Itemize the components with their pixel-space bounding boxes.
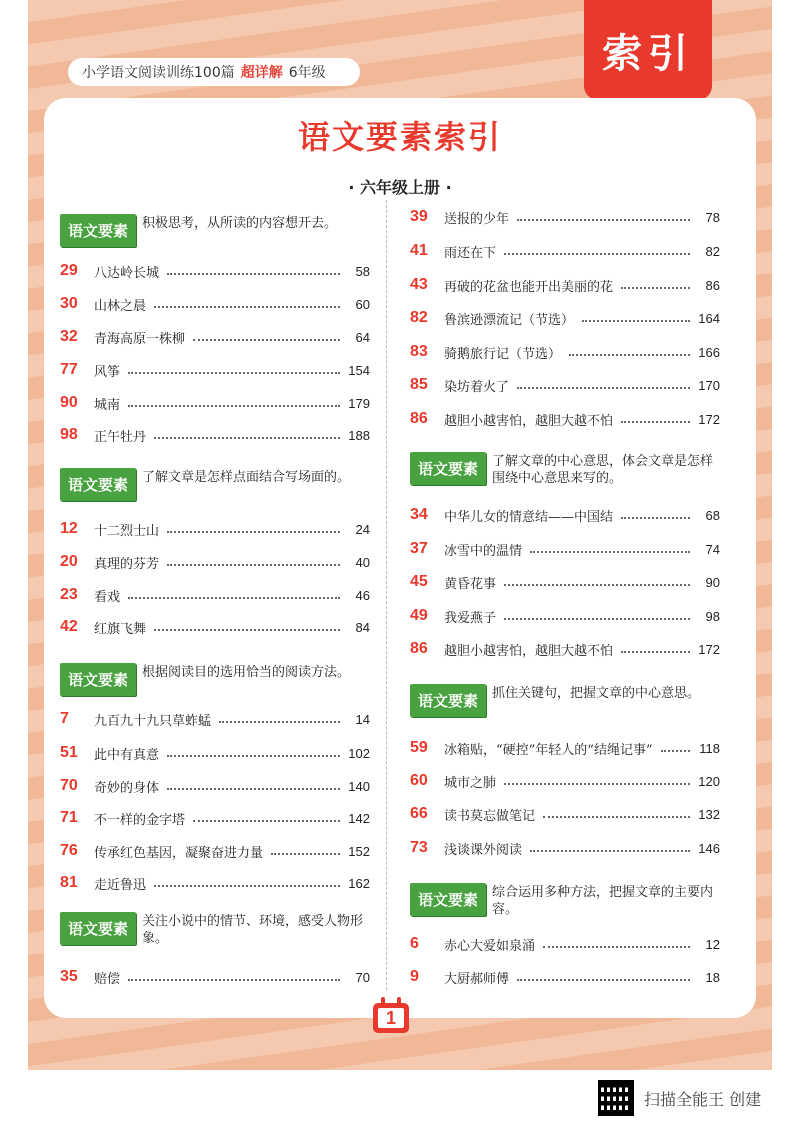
entry-title: 八达岭长城 [94,265,160,281]
dot-leader [128,597,340,599]
index-entry[interactable] [410,637,720,661]
entry-number: 86 [410,640,428,657]
dot-leader [219,721,340,723]
entry-title: 奇妙的身体 [94,780,160,796]
entry-title: 传承红色基因，凝聚奋进力量 [94,845,264,861]
index-entry[interactable] [410,239,720,263]
entry-title: 我爱燕子 [444,610,497,626]
entry-number: 34 [410,506,428,523]
index-entry[interactable] [60,391,370,415]
page-number-badge [373,1003,409,1033]
entry-page: 154 [348,362,370,378]
entry-page: 132 [698,806,720,822]
entry-page: 12 [705,936,720,952]
dot-leader [543,946,690,948]
dot-leader [154,629,340,631]
entry-title: 赔偿 [94,971,121,987]
entry-page: 18 [705,969,720,985]
entry-title: 走近鲁迅 [94,877,147,893]
entry-page: 82 [705,243,720,259]
element-badge: 语文要素 [60,214,136,247]
dot-leader [621,517,690,519]
dot-leader [193,820,340,822]
entry-page: 120 [698,773,720,789]
entry-page: 84 [355,619,370,635]
entry-title: 正午牡丹 [94,429,147,445]
entry-title: 染坊着火了 [444,379,510,395]
index-entry[interactable] [60,806,370,830]
index-entry[interactable] [60,774,370,798]
entry-number: 6 [410,935,419,952]
dot-leader [128,405,340,407]
entry-number: 66 [410,805,428,822]
entry-page: 172 [698,641,720,657]
dot-leader [167,788,340,790]
entry-number: 7 [60,710,69,727]
index-entry[interactable] [410,965,720,989]
series-highlight: 超详解 [240,65,283,81]
entry-page: 90 [705,574,720,590]
entry-number: 12 [60,520,78,537]
entry-number: 59 [410,739,428,756]
dot-leader [582,320,690,322]
entry-page: 86 [705,277,720,293]
index-entry[interactable] [60,325,370,349]
entry-title: 鲁滨逊漂流记（节选） [444,312,575,328]
dot-leader [154,437,340,439]
entry-title: 中华儿女的情意结——中国结 [444,509,614,525]
entry-page: 98 [705,608,720,624]
section-description: 抓住关键句，把握文章的中心意思。 [492,686,701,701]
entry-title: 风筝 [94,364,121,380]
dot-leader [517,387,690,389]
dot-leader [504,618,690,620]
entry-number: 45 [410,573,428,590]
dot-leader [167,273,340,275]
dot-leader [530,850,690,852]
index-entry[interactable] [410,836,720,860]
entry-number: 42 [60,618,78,635]
element-badge: 语文要素 [60,912,136,945]
dot-leader [167,564,340,566]
entry-title: 越胆小越害怕，越胆大越不怕 [444,413,614,429]
dot-leader [154,306,340,308]
index-entry[interactable] [410,407,720,431]
entry-title: 此中有真意 [94,747,160,763]
entry-number: 73 [410,839,428,856]
index-entry[interactable] [60,839,370,863]
dot-leader [621,421,690,423]
entry-title: 九百九十九只草蚱蜢 [94,713,212,729]
dot-leader [167,531,340,533]
entry-number: 51 [60,744,78,761]
index-entry[interactable] [410,373,720,397]
element-badge: 语文要素 [410,684,486,717]
entry-title: 黄昏花事 [444,576,497,592]
section-header [60,912,370,947]
grade-label: 6年级 [288,65,326,81]
entry-page: 152 [348,843,370,859]
entry-title: 青海高原一株柳 [94,331,186,347]
entry-number: 37 [410,540,428,557]
entry-number: 41 [410,242,428,259]
series-name: 小学语文阅读训练100篇 [82,65,235,81]
entry-number: 76 [60,842,78,859]
section-description: 综合运用多种方法，把握文章的主要内容。 [492,885,714,917]
dot-leader [504,584,690,586]
entry-title: 红旗飞舞 [94,621,147,637]
entry-title: 冰箱贴，“硬控”年轻人的“结绳记事” [444,742,653,758]
entry-page: 170 [698,377,720,393]
entry-title: 再破的花盆也能开出美丽的花 [444,279,614,295]
section-description: 关注小说中的情节、环境，感受人物形象。 [142,914,364,946]
dot-leader [504,253,690,255]
entry-title: 浅谈课外阅读 [444,842,523,858]
series-header [68,58,360,86]
index-entry[interactable] [60,517,370,541]
index-entry[interactable] [410,537,720,561]
entry-title: 十二烈士山 [94,523,160,539]
entry-title: 越胆小越害怕，越胆大越不怕 [444,643,614,659]
element-badge: 语文要素 [60,468,136,501]
element-badge: 语文要素 [410,883,486,916]
entry-title: 大厨郝师傅 [444,971,510,987]
dot-leader [271,853,340,855]
entry-title: 山林之晨 [94,298,147,314]
entry-title: 雨还在下 [444,245,497,261]
entry-page: 74 [705,541,720,557]
section-description: 了解文章的中心意思，体会文章是怎样围绕中心意思来写的。 [492,454,714,486]
entry-number: 30 [60,295,78,312]
entry-number: 32 [60,328,78,345]
dot-leader [128,372,340,374]
index-entry[interactable] [60,615,370,639]
entry-number: 23 [60,586,78,603]
entry-number: 39 [410,208,428,225]
index-entry[interactable] [410,340,720,364]
dot-leader [530,551,690,553]
index-entry[interactable] [60,583,370,607]
entry-title: 看戏 [94,589,121,605]
section-header [410,883,720,918]
index-tab: 索引 [584,0,712,100]
index-entry[interactable] [410,503,720,527]
index-entry[interactable] [410,273,720,297]
entry-page: 14 [355,711,370,727]
dot-leader [154,885,340,887]
index-entry[interactable] [410,604,720,628]
entry-page: 164 [698,310,720,326]
entry-page: 172 [698,411,720,427]
index-entry[interactable] [410,306,720,330]
index-entry[interactable] [60,550,370,574]
entry-number: 71 [60,809,78,826]
volume-subtitle: · 六年级上册 · [348,178,452,197]
entry-number: 49 [410,607,428,624]
entry-number: 77 [60,361,78,378]
index-entry[interactable] [410,769,720,793]
entry-title: 不一样的金字塔 [94,812,186,828]
entry-title: 读书莫忘做笔记 [444,808,536,824]
entry-title: 城市之肺 [444,775,497,791]
entry-page: 162 [348,875,370,891]
element-badge: 语文要素 [60,663,136,696]
dot-leader [569,354,690,356]
entry-number: 43 [410,276,428,293]
entry-page: 166 [698,344,720,360]
entry-title: 骑鹅旅行记（节选） [444,346,562,362]
entry-number: 98 [60,426,78,443]
index-entry[interactable] [60,358,370,382]
entry-page: 60 [355,296,370,312]
entry-title: 城南 [94,397,121,413]
section-header [410,452,720,487]
column-divider [386,200,387,990]
dot-leader [504,783,690,785]
entry-number: 20 [60,553,78,570]
entry-number: 70 [60,777,78,794]
index-entry[interactable] [60,965,370,989]
entry-number: 85 [410,376,428,393]
footer-text: 扫描全能王 创建 [644,1089,762,1109]
entry-page: 78 [705,209,720,225]
entry-page: 140 [348,778,370,794]
qr-code-icon [598,1080,634,1116]
entry-page: 58 [355,263,370,279]
index-entry[interactable] [410,736,720,760]
section-header [60,468,370,501]
entry-page: 24 [355,521,370,537]
dot-leader [621,287,690,289]
section-description: 了解文章是怎样点面结合写场面的。 [142,470,351,485]
index-entry[interactable] [410,570,720,594]
entry-page: 46 [355,587,370,603]
entry-number: 35 [60,968,78,985]
entry-page: 179 [348,395,370,411]
dot-leader [193,339,340,341]
entry-number: 9 [410,968,419,985]
entry-title: 真理的芬芳 [94,556,160,572]
entry-number: 90 [60,394,78,411]
entry-title: 送报的少年 [444,211,510,227]
dot-leader [543,816,690,818]
index-entry[interactable] [60,707,370,731]
index-entry[interactable] [60,292,370,316]
entry-page: 40 [355,554,370,570]
entry-number: 60 [410,772,428,789]
entry-page: 142 [348,810,370,826]
index-entry[interactable] [60,423,370,447]
entry-page: 102 [348,745,370,761]
index-entry[interactable] [60,871,370,895]
dot-leader [517,979,690,981]
section-header [60,663,370,696]
section-description: 积极思考，从所读的内容想开去。 [142,216,338,231]
index-entry[interactable] [410,802,720,826]
entry-number: 81 [60,874,78,891]
section-description: 根据阅读目的选用恰当的阅读方法。 [142,665,351,680]
section-header [410,684,720,717]
dot-leader [661,750,690,752]
entry-page: 68 [705,507,720,523]
entry-number: 83 [410,343,428,360]
page-number: 1 [378,1008,404,1028]
entry-page: 188 [348,427,370,443]
entry-page: 146 [698,840,720,856]
dot-leader [517,219,690,221]
entry-page: 64 [355,329,370,345]
section-header [60,214,370,247]
dot-leader [128,979,340,981]
entry-title: 赤心大爱如泉涌 [444,938,536,954]
entry-title: 冰雪中的温情 [444,543,523,559]
index-entry[interactable] [60,259,370,283]
entry-number: 86 [410,410,428,427]
index-entry[interactable] [60,741,370,765]
index-entry[interactable] [410,205,720,229]
scanner-footer [598,1080,761,1116]
dot-leader [167,755,340,757]
entry-page: 70 [355,969,370,985]
element-badge: 语文要素 [410,452,486,485]
entry-number: 82 [410,309,428,326]
index-entry[interactable] [410,932,720,956]
dot-leader [621,651,690,653]
page-title: 语文要素索引 [297,118,502,156]
entry-number: 29 [60,262,78,279]
entry-page: 118 [699,740,720,756]
